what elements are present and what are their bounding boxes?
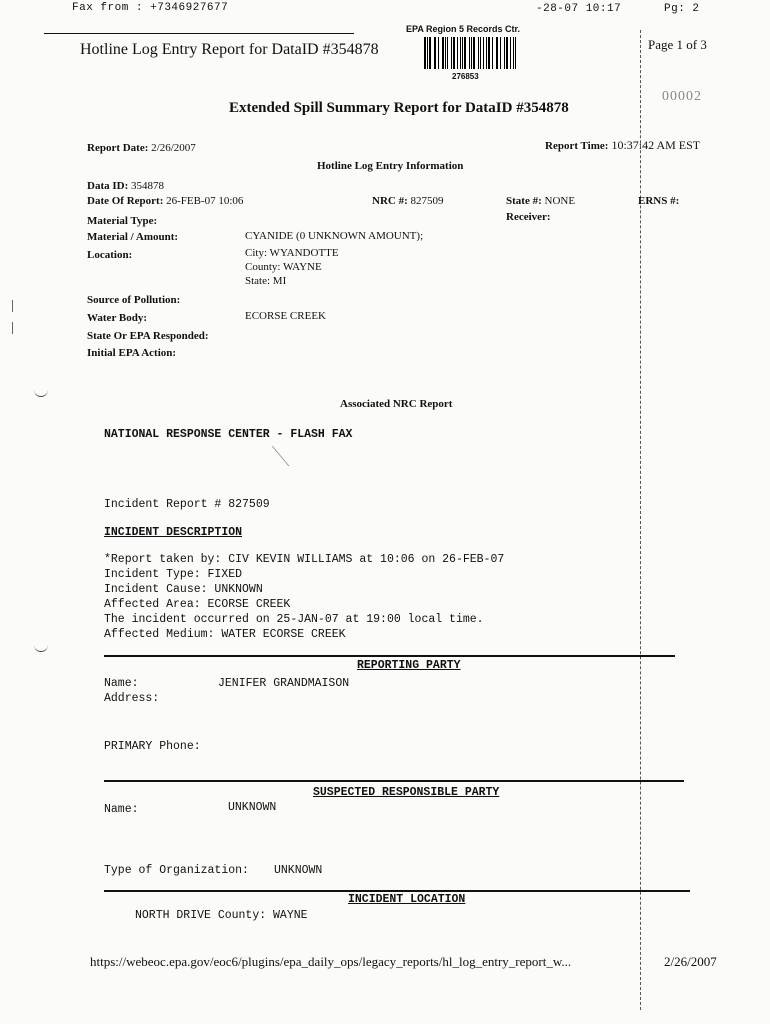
location-state: State: MI <box>245 275 287 287</box>
location-city: City: WYANDOTTE <box>245 247 339 259</box>
responsible-party-heading: SUSPECTED RESPONSIBLE PARTY <box>313 786 500 799</box>
barcode-bar <box>469 37 470 69</box>
fax-underline <box>44 33 354 34</box>
data-id-value: 354878 <box>131 180 164 192</box>
location-county: County: WAYNE <box>245 261 322 273</box>
date-of-report-row <box>87 195 243 207</box>
data-id-row <box>87 180 164 192</box>
reporting-address-label: Address: <box>104 692 160 705</box>
incident-location-line: NORTH DRIVE County: WAYNE <box>135 909 308 922</box>
nrc-row <box>372 195 444 207</box>
barcode-bar <box>506 37 508 69</box>
scan-artifact <box>12 322 13 334</box>
organization-value: UNKNOWN <box>274 864 323 877</box>
state-row <box>506 195 575 207</box>
reporting-phone-label: PRIMARY Phone: <box>104 740 201 753</box>
nrc-line-1: *Report taken by: CIV KEVIN WILLIAMS at 10:06 on 26-FEB-07 <box>104 553 505 566</box>
responsible-name-label: Name: <box>104 803 139 816</box>
scan-artifact <box>34 388 48 397</box>
state-value: NONE <box>544 195 576 207</box>
barcode-bar <box>492 37 493 69</box>
barcode-bar <box>451 37 452 69</box>
material-amount-value: CYANIDE (0 UNKNOWN AMOUNT); <box>245 230 424 242</box>
barcode-bar <box>447 37 448 69</box>
barcode-bar <box>460 37 461 69</box>
footer-date: 2/26/2007 <box>664 954 717 969</box>
barcode-bar <box>429 37 430 69</box>
barcode-bar <box>478 37 479 69</box>
date-of-report-value: 26-FEB-07 10:06 <box>166 195 244 207</box>
reporting-name-value: JENIFER GRANDMAISON <box>218 677 350 690</box>
barcode-bar <box>504 37 505 69</box>
reporting-party-rule <box>104 655 675 657</box>
nrc-line-3: Incident Cause: UNKNOWN <box>104 583 263 596</box>
report-date-value: 2/26/2007 <box>151 142 196 154</box>
material-type-label: Material Type: <box>87 215 158 227</box>
barcode-bar <box>488 37 490 69</box>
document-stamp: 00002 <box>662 89 702 104</box>
barcode-bar <box>496 37 497 69</box>
nrc-line-4: Affected Area: ECORSE CREEK <box>104 598 291 611</box>
incident-location-heading: INCIDENT LOCATION <box>348 893 466 906</box>
report-date <box>87 142 196 154</box>
section-title: Hotline Log Entry Information <box>317 160 464 172</box>
barcode-bar <box>442 37 443 69</box>
water-body-value: ECORSE CREEK <box>245 310 326 322</box>
barcode-bar <box>513 37 514 69</box>
responsible-party-rule <box>104 780 684 782</box>
source-label: Source of Pollution: <box>87 294 181 306</box>
material-amount-label: Material / Amount: <box>87 231 179 243</box>
receiver-label: Receiver: <box>506 211 551 223</box>
barcode-bar <box>480 37 481 69</box>
report-time-value: 10:37:42 AM EST <box>611 138 701 152</box>
location-label: Location: <box>87 249 133 261</box>
responsible-name-value: UNKNOWN <box>228 801 277 814</box>
barcode-number: 276853 <box>452 72 479 81</box>
barcode-bar <box>427 37 428 69</box>
nrc-label: NRC #: <box>372 195 408 207</box>
report-date-label: Report Date: <box>87 142 149 154</box>
barcode-bar <box>445 37 446 69</box>
barcode-bar <box>434 37 435 69</box>
scan-artifact <box>12 300 13 312</box>
scan-mark <box>272 446 306 466</box>
barcode-bar <box>510 37 511 69</box>
incident-description-heading: INCIDENT DESCRIPTION <box>104 526 243 539</box>
barcode-bar <box>464 37 465 69</box>
report-time-label: Report Time: <box>545 140 609 152</box>
organization-label: Type of Organization: <box>104 864 249 877</box>
nrc-report-title: Associated NRC Report <box>340 398 453 410</box>
nrc-center: NATIONAL RESPONSE CENTER - FLASH FAX <box>104 428 353 441</box>
barcode-bar <box>486 37 487 69</box>
nrc-line-6: Affected Medium: WATER ECORSE CREEK <box>104 628 346 641</box>
state-label: State #: <box>506 195 542 207</box>
barcode-caption: EPA Region 5 Records Ctr. <box>406 24 521 34</box>
barcode-bar <box>435 37 436 69</box>
page-of: Page 1 of 3 <box>648 37 707 52</box>
initial-action-label: Initial EPA Action: <box>87 347 177 359</box>
fax-page: Pg: 2 <box>664 3 700 15</box>
barcode-bar <box>500 37 501 69</box>
report-time <box>545 138 700 153</box>
incident-report-number: Incident Report # 827509 <box>104 498 270 511</box>
fax-datetime: -28-07 10:17 <box>536 3 622 15</box>
barcode-bar <box>497 37 498 69</box>
reporting-name-label: Name: <box>104 677 139 690</box>
barcode-bar <box>457 37 458 69</box>
right-margin-rule <box>640 30 641 1010</box>
date-of-report-label: Date Of Report: <box>87 195 164 207</box>
barcode-bar <box>462 37 463 69</box>
barcode-bar <box>483 37 484 69</box>
responded-label: State Or EPA Responded: <box>87 330 209 342</box>
scan-artifact <box>34 643 48 652</box>
nrc-value: 827509 <box>410 195 444 207</box>
header-title: Hotline Log Entry Report for DataID #354878 <box>80 41 379 58</box>
barcode-bar <box>473 37 475 69</box>
barcode-bar <box>471 37 472 69</box>
water-body-label: Water Body: <box>87 312 147 324</box>
summary-title: Extended Spill Summary Report for DataID #354878 <box>229 100 569 116</box>
barcode-bar <box>515 37 516 69</box>
erns-label: ERNS #: <box>638 195 680 207</box>
footer-url: https://webeoc.epa.gov/eoc6/plugins/epa_daily_ops/legacy_reports/hl_log_entry_report_w... <box>90 954 572 969</box>
data-id-label: Data ID: <box>87 180 129 192</box>
barcode-bar <box>438 37 440 69</box>
incident-location-rule <box>104 890 690 892</box>
fax-from: Fax from : +7346927677 <box>72 2 229 14</box>
barcode-image <box>424 37 518 69</box>
nrc-line-5: The incident occurred on 25-JAN-07 at 19:00 local time. <box>104 613 484 626</box>
barcode-bar <box>424 37 426 69</box>
nrc-line-2: Incident Type: FIXED <box>104 568 243 581</box>
barcode-bar <box>453 37 455 69</box>
reporting-party-heading: REPORTING PARTY <box>357 659 461 672</box>
